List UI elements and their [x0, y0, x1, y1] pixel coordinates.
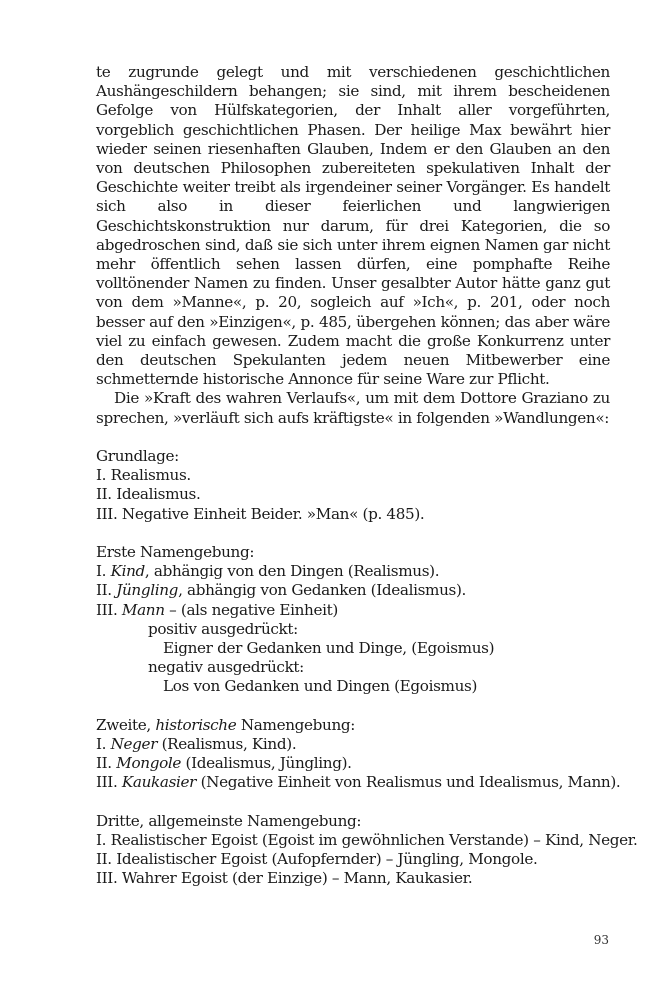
term: Kind: [110, 562, 145, 581]
page-body: [96, 63, 638, 889]
body-paragraph: Die »Kraft des wahren Verlaufs«, um mit dem Dottore Graziano zu sprechen, »verläuft sich aufs kräftigste« in folgenden »Wandlungen«:: [96, 389, 610, 427]
list-item: I. Kind, abhängig von den Dingen (Realismus).: [96, 562, 440, 581]
list-item: I. Realistischer Egoist (Egoist im gewöhnlichen Verstande) – Kind, Neger.: [96, 831, 638, 850]
list-item: III. Negative Einheit Beider. »Man« (p. 485).: [96, 504, 425, 523]
term: Mongole: [116, 754, 182, 773]
page-number: 93: [593, 933, 609, 947]
term: Neger: [110, 735, 158, 754]
zweite-namengebung-section: [96, 715, 621, 793]
list-item: I. Neger (Realismus, Kind).: [96, 735, 297, 754]
term: Jüngling: [116, 581, 179, 600]
list-item: III. Kaukasier (Negative Einheit von Realismus und Idealismus, Mann).: [96, 773, 621, 792]
list-item: II. Idealistischer Egoist (Aufopfernder) – Jüngling, Mongole.: [96, 850, 538, 869]
sub-item: Eigner der Gedanken und Dinge, (Egoismus): [163, 639, 495, 658]
grundlage-section: [96, 447, 610, 524]
section-heading: Zweite, historische Namengebung:: [96, 715, 356, 734]
section-heading: Dritte, allgemeinste Namengebung:: [96, 811, 362, 830]
sub-item: negativ ausgedrückt:: [148, 658, 304, 677]
list-item: II. Mongole (Idealismus, Jüngling).: [96, 754, 352, 773]
sub-item: Los von Gedanken und Dingen (Egoismus): [163, 677, 478, 696]
list-item: I. Realismus.: [96, 466, 191, 485]
term: Mann: [121, 600, 165, 619]
erste-namengebung-section: [96, 543, 610, 697]
section-heading: Erste Namengebung:: [96, 543, 255, 562]
term: Kaukasier: [121, 773, 197, 792]
list-item: II. Idealismus.: [96, 485, 201, 504]
section-heading: Grundlage:: [96, 447, 179, 466]
list-item: III. Mann – (als negative Einheit): [96, 600, 338, 619]
body-paragraph: te zugrunde gelegt und mit verschiedenen geschichtlichen Aushängeschildern behangen; sie sind, mit ihrem bescheidenen Gefolge von Hülfskategorien, der Inhalt aller vorgeführten, vorgeblich geschichtlichen Phasen. Der heilige Max bewährt hier wieder seinen riesenhaften Glauben, Indem er den Glauben an den von deutschen Philosophen zubereiteten spekulativen Inhalt der Geschichte weiter treibt als irgendeiner seiner Vorgänger. Es handelt sich also in dieser feierlichen und langwierigen Geschichtskonstruktion nur darum, für drei Kategorien, die so abgedroschen sind, daß sie sich unter ihrem eignen Namen gar nicht mehr öffentlich sehen lassen dürfen, eine pomphafte Reihe volltönender Namen zu finden. Unser gesalbter Autor hätte ganz gut von dem »Manne«, p. 20, sogleich auf »Ich«, p. 201, oder noch besser auf den »Einzigen«, p. 485, übergehen können; das aber wäre viel zu einfach gewesen. Zudem macht die große Konkurrenz unter den deutschen Spekulanten jedem neuen Mitbewerber eine schmetternde historische Annonce für seine Ware zur Pflicht.: [96, 63, 610, 389]
list-item: III. Wahrer Egoist (der Einzige) – Mann, Kaukasier.: [96, 869, 473, 888]
dritte-namengebung-section: [96, 811, 638, 889]
list-item: II. Jüngling, abhängig von Gedanken (Idealismus).: [96, 581, 467, 600]
sub-item: positiv ausgedrückt:: [148, 619, 298, 638]
